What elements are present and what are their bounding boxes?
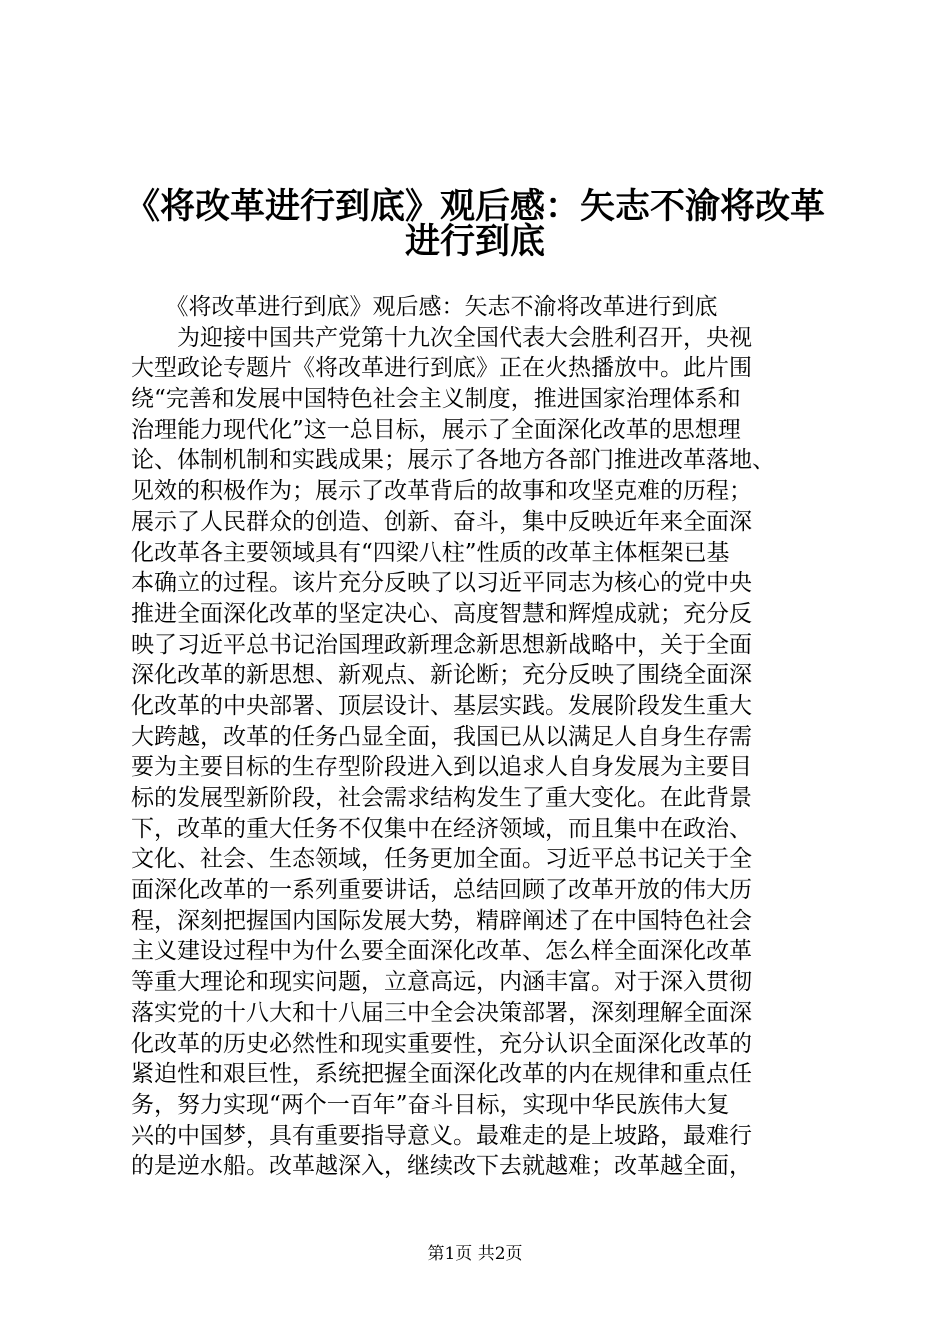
document-body bbox=[131, 292, 831, 1182]
body-line: 治理能力现代化”这一总目标，展示了全面深化改革的思想理 bbox=[131, 416, 741, 443]
body-line: 化改革的历史必然性和现实重要性，充分认识全面深化改革的 bbox=[131, 1030, 752, 1057]
body-line: 推进全面深化改革的坚定决心、高度智慧和辉煌成就；充分反 bbox=[131, 600, 752, 627]
body-line: 面深化改革的一系列重要讲话，总结回顾了改革开放的伟大历 bbox=[131, 877, 752, 904]
body-line: 程，深刻把握国内国际发展大势，精辟阐述了在中国特色社会 bbox=[131, 907, 752, 934]
body-line: 兴的中国梦，具有重要指导意义。最难走的是上坡路，最难行 bbox=[131, 1122, 752, 1149]
body-line: 文化、社会、生态领域，任务更加全面。习近平总书记关于全 bbox=[131, 846, 752, 873]
body-line: 绕“完善和发展中国特色社会主义制度，推进国家治理体系和 bbox=[131, 386, 741, 413]
body-line: 紧迫性和艰巨性，系统把握全面深化改革的内在规律和重点任 bbox=[131, 1061, 752, 1088]
page-footer: 第1页 共2页 bbox=[427, 1244, 523, 1264]
body-line: 务，努力实现“两个一百年”奋斗目标，实现中华民族伟大复 bbox=[131, 1091, 730, 1118]
body-line: 映了习近平总书记治国理政新理念新思想新战略中，关于全面 bbox=[131, 631, 752, 658]
body-line: 见效的积极作为；展示了改革背后的故事和攻坚克难的历程； bbox=[131, 478, 752, 505]
body-line: 落实党的十八大和十八届三中全会决策部署，深刻理解全面深 bbox=[131, 999, 752, 1026]
body-line: 深化改革的新思想、新观点、新论断；充分反映了围绕全面深 bbox=[131, 662, 752, 689]
body-line: 化改革各主要领域具有“四梁八柱”性质的改革主体框架已基 bbox=[131, 539, 730, 566]
body-line: 大跨越，改革的任务凸显全面，我国已从以满足人自身生存需 bbox=[131, 723, 752, 750]
body-line: 展示了人民群众的创造、创新、奋斗，集中反映近年来全面深 bbox=[131, 508, 752, 535]
body-line: 化改革的中央部署、顶层设计、基层实践。发展阶段发生重大 bbox=[131, 692, 752, 719]
body-line: 等重大理论和现实问题，立意高远，内涵丰富。对于深入贯彻 bbox=[131, 969, 752, 996]
document-title-line-2: 进行到底 bbox=[404, 222, 545, 262]
body-line: 本确立的过程。该片充分反映了以习近平同志为核心的党中央 bbox=[131, 570, 752, 597]
body-line: 要为主要目标的生存型阶段进入到以追求人自身发展为主要目 bbox=[131, 754, 752, 781]
body-line: 标的发展型新阶段，社会需求结构发生了重大变化。在此背景 bbox=[131, 785, 752, 811]
body-line: 《将改革进行到底》观后感：矢志不渝将改革进行到底 bbox=[131, 294, 718, 320]
body-line: 下，改革的重大任务不仅集中在经济领域，而且集中在政治、 bbox=[131, 815, 752, 842]
body-line: 的是逆水船。改革越深入，继续改下去就越难；改革越全面， bbox=[131, 1153, 752, 1180]
body-line: 论、体制机制和实践成果；展示了各地方各部门推进改革落地、 bbox=[131, 447, 775, 474]
body-line: 主义建设过程中为什么要全面深化改革、怎么样全面深化改革 bbox=[131, 938, 752, 965]
body-line: 为迎接中国共产党第十九次全国代表大会胜利召开，央视 bbox=[131, 324, 752, 351]
document-title-line-1: 《将改革进行到底》观后感：矢志不渝将改革 bbox=[124, 187, 825, 227]
body-line: 大型政论专题片《将改革进行到底》正在火热播放中。此片围 bbox=[131, 355, 752, 382]
